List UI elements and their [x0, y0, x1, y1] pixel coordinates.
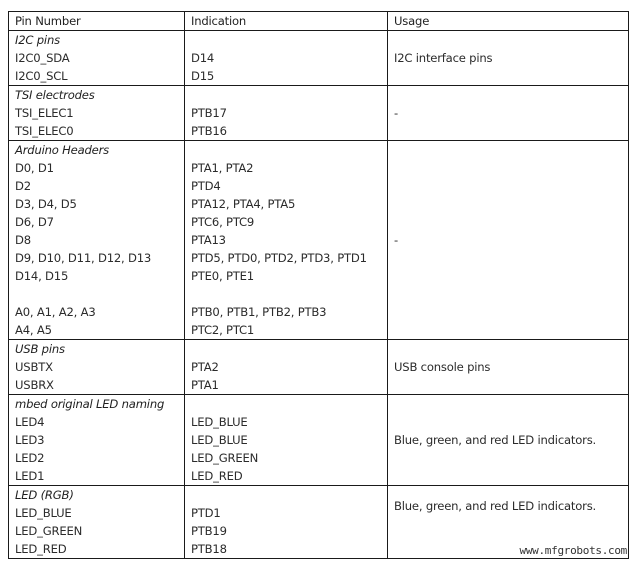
- pin-cell: LED_GREEN: [9, 522, 185, 540]
- pin-cell: D2: [9, 177, 185, 195]
- pin-cell: D0, D1: [9, 159, 185, 177]
- pin-cell: USBRX: [9, 376, 185, 395]
- group-title: TSI electrodes: [9, 86, 185, 105]
- empty-cell: [185, 395, 388, 414]
- group-title-row: [9, 486, 629, 505]
- indication-cell: PTB17: [185, 104, 388, 122]
- pin-cell: I2C0_SDA: [9, 49, 185, 67]
- pin-cell: I2C0_SCL: [9, 67, 185, 86]
- pin-cell: LED1: [9, 467, 185, 486]
- group-title-row: [9, 86, 629, 105]
- group-tsi-electrodes: [9, 86, 629, 141]
- indication-cell: PTB16: [185, 122, 388, 141]
- indication-cell: PTD4: [185, 177, 388, 195]
- indication-cell: PTB0, PTB1, PTB2, PTB3: [185, 303, 388, 321]
- pin-cell: D14, D15: [9, 267, 185, 285]
- group-title: I2C pins: [9, 31, 185, 50]
- pin-cell: A0, A1, A2, A3: [9, 303, 185, 321]
- indication-cell: PTA12, PTA4, PTA5: [185, 195, 388, 213]
- indication-cell: LED_BLUE: [185, 431, 388, 449]
- indication-cell: PTD5, PTD0, PTD2, PTD3, PTD1: [185, 249, 388, 267]
- header-pin-number: Pin Number: [9, 12, 185, 31]
- usage-cell: -: [388, 86, 629, 141]
- indication-cell: PTC2, PTC1: [185, 321, 388, 340]
- empty-cell: [185, 486, 388, 505]
- indication-cell: PTE0, PTE1: [185, 267, 388, 285]
- usage-cell: -: [388, 141, 629, 340]
- pin-cell: USBTX: [9, 358, 185, 376]
- group-title-row: [9, 340, 629, 359]
- empty-cell: [185, 340, 388, 359]
- group-mbed-led-naming: [9, 395, 629, 486]
- indication-cell: D14: [185, 49, 388, 67]
- group-title: USB pins: [9, 340, 185, 359]
- group-title: LED (RGB): [9, 486, 185, 505]
- header-row: [9, 12, 629, 31]
- pin-cell: TSI_ELEC0: [9, 122, 185, 141]
- group-title-row: [9, 141, 629, 160]
- indication-cell: PTD1: [185, 504, 388, 522]
- header-usage: Usage: [388, 12, 629, 31]
- group-title-row: [9, 31, 629, 50]
- group-title-row: [9, 395, 629, 414]
- indication-cell: PTA13: [185, 231, 388, 249]
- empty-cell: [185, 31, 388, 50]
- pin-cell: D8: [9, 231, 185, 249]
- indication-cell: PTA1, PTA2: [185, 159, 388, 177]
- pin-cell: D3, D4, D5: [9, 195, 185, 213]
- indication-cell: PTA2: [185, 358, 388, 376]
- indication-cell: [185, 285, 388, 303]
- pin-cell: LED2: [9, 449, 185, 467]
- group-usb-pins: [9, 340, 629, 395]
- indication-cell: LED_GREEN: [185, 449, 388, 467]
- pin-cell: D6, D7: [9, 213, 185, 231]
- watermark-text: www.mfgrobots.com: [519, 544, 627, 557]
- group-title: Arduino Headers: [9, 141, 185, 160]
- pin-cell: TSI_ELEC1: [9, 104, 185, 122]
- indication-cell: LED_BLUE: [185, 413, 388, 431]
- indication-cell: PTA1: [185, 376, 388, 395]
- indication-cell: PTB18: [185, 540, 388, 559]
- usage-cell: USB console pins: [388, 340, 629, 395]
- indication-cell: D15: [185, 67, 388, 86]
- pin-cell: [9, 285, 185, 303]
- group-i2c-pins: [9, 31, 629, 86]
- indication-cell: LED_RED: [185, 467, 388, 486]
- pin-cell: D9, D10, D11, D12, D13: [9, 249, 185, 267]
- indication-cell: PTC6, PTC9: [185, 213, 388, 231]
- indication-cell: PTB19: [185, 522, 388, 540]
- pin-cell: LED_BLUE: [9, 504, 185, 522]
- usage-cell: Blue, green, and red LED indicators.: [388, 486, 629, 559]
- pin-table: [8, 11, 629, 559]
- empty-cell: [185, 141, 388, 160]
- empty-cell: [185, 86, 388, 105]
- usage-cell: Blue, green, and red LED indicators.: [388, 395, 629, 486]
- pin-cell: LED4: [9, 413, 185, 431]
- header-indication: Indication: [185, 12, 388, 31]
- usage-cell: I2C interface pins: [388, 31, 629, 86]
- pin-cell: A4, A5: [9, 321, 185, 340]
- group-arduino-headers: [9, 141, 629, 340]
- pin-cell: LED_RED: [9, 540, 185, 559]
- group-title: mbed original LED naming: [9, 395, 185, 414]
- pin-cell: LED3: [9, 431, 185, 449]
